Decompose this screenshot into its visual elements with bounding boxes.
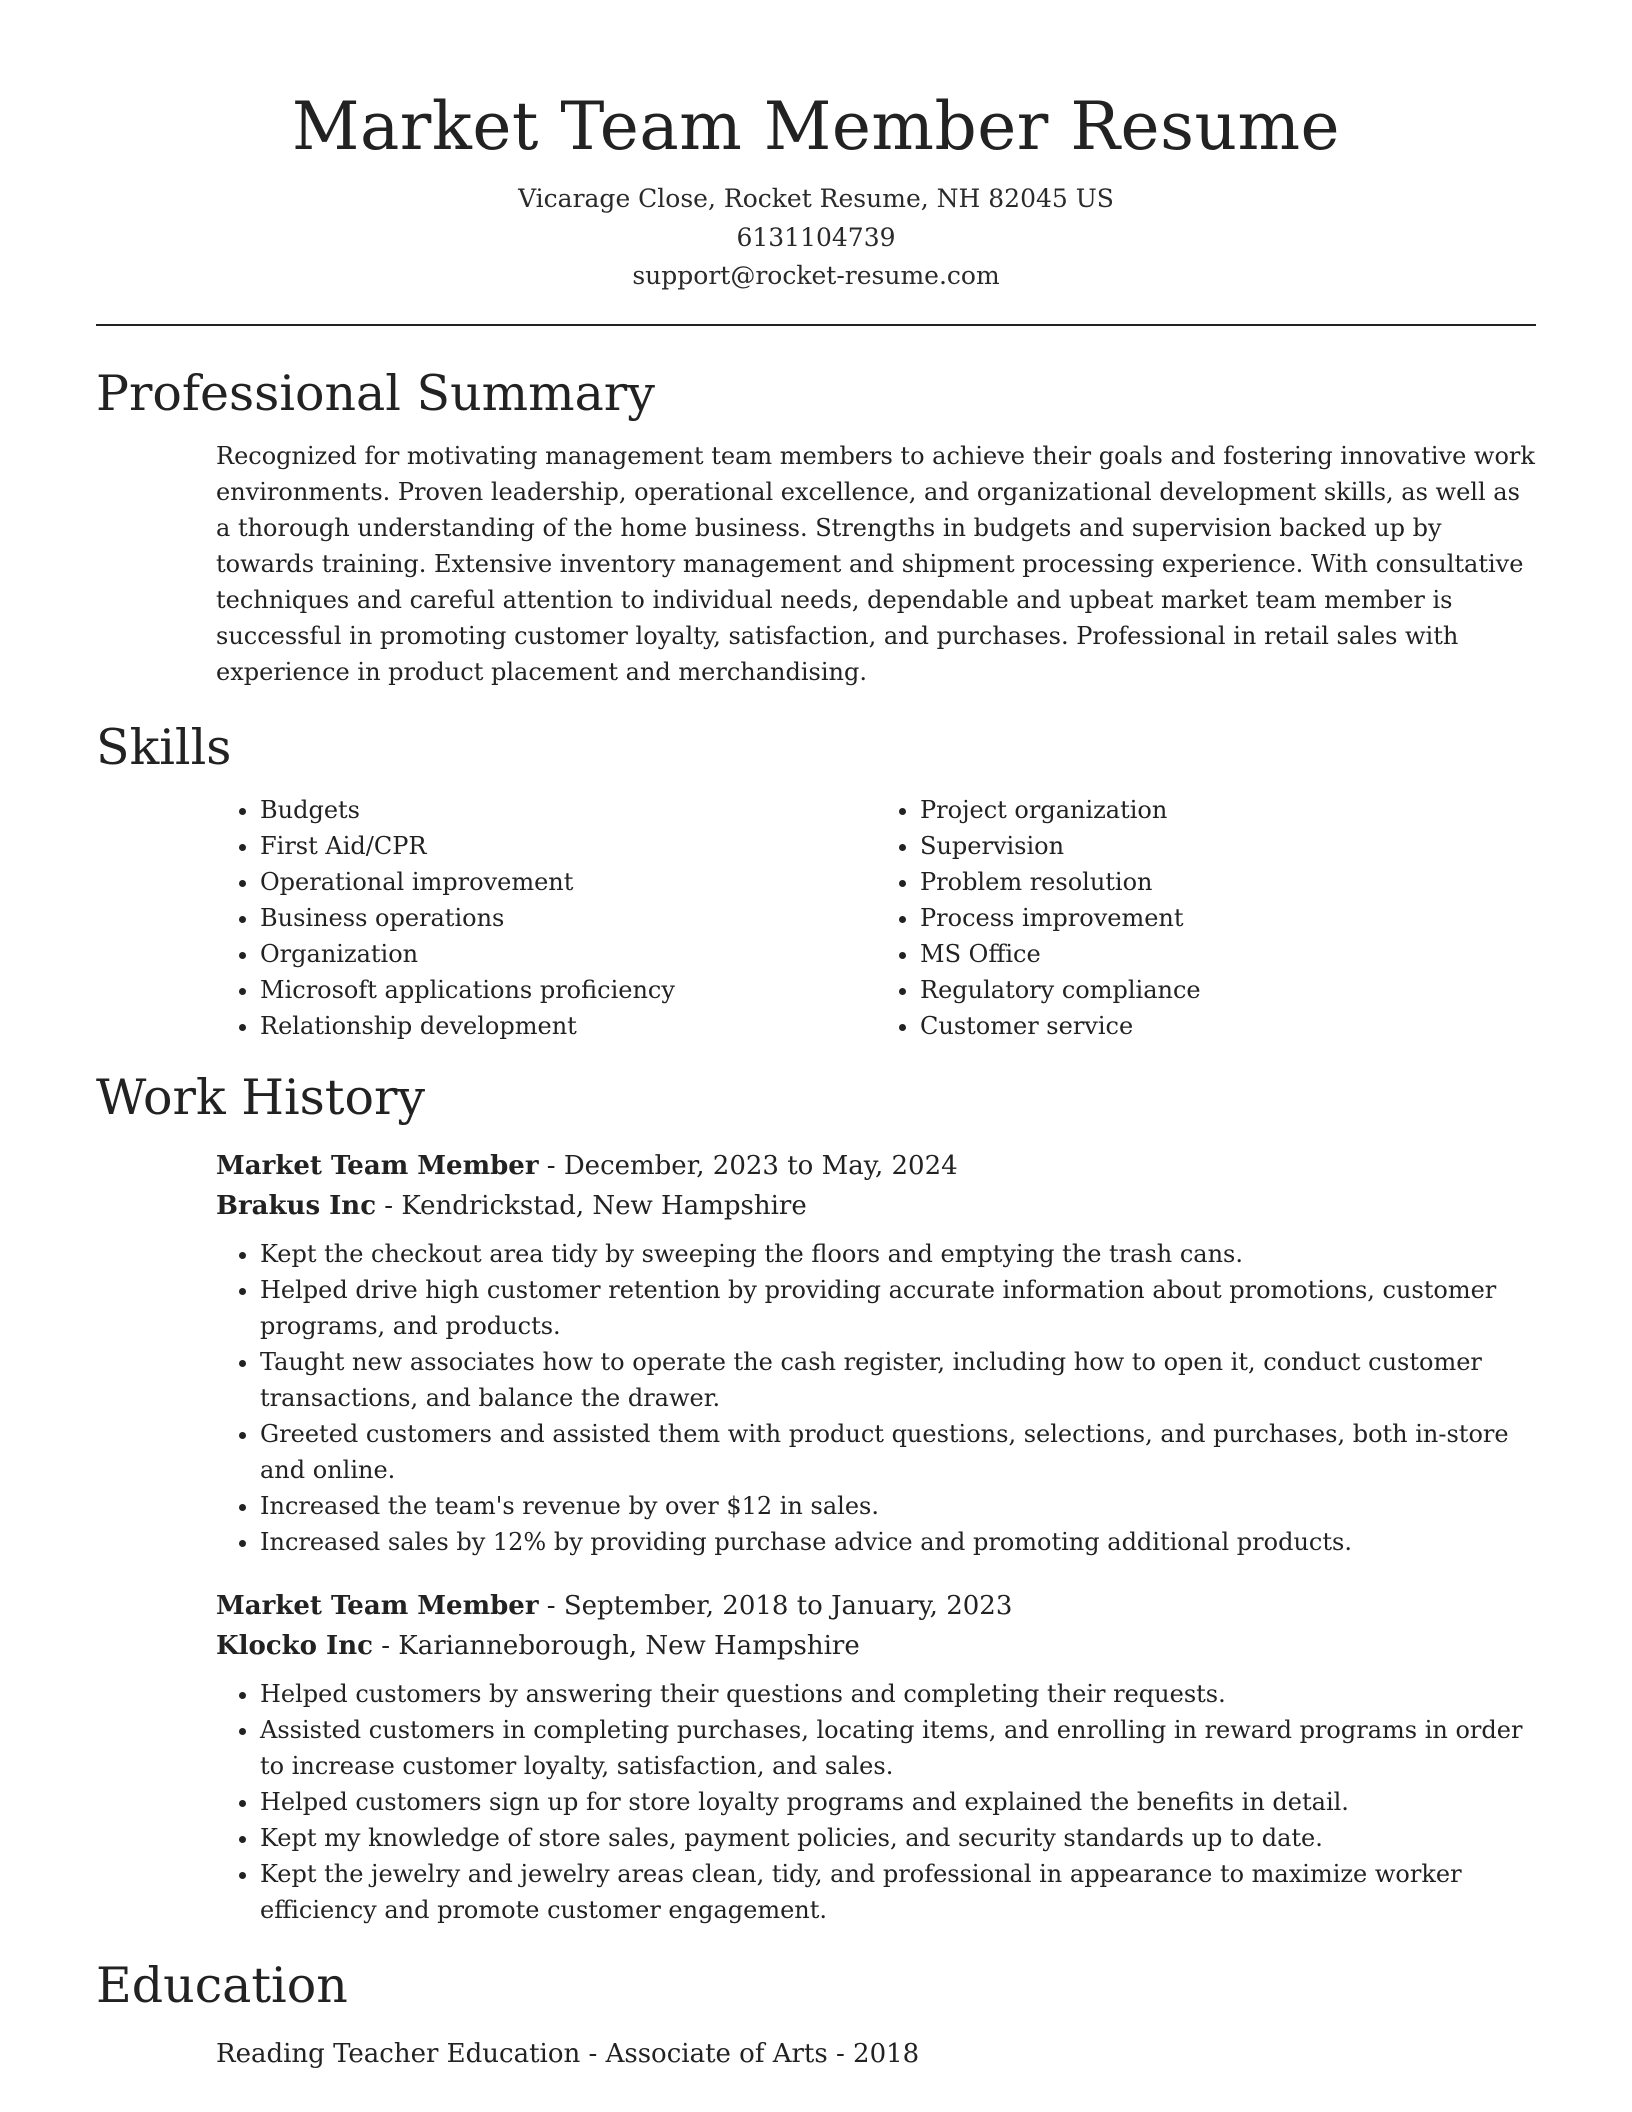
job-dates: - December, 2023 to May, 2024 [538, 1150, 958, 1181]
job-bullet: • Kept my knowledge of store sales, payment policies, and security standards up to date. [260, 1820, 1536, 1856]
resume-page [96, 0, 1536, 2074]
job-title-line [216, 1146, 1536, 1186]
contact-email: support@rocket-resume.com [632, 261, 1000, 290]
job-entry [96, 1586, 1536, 1928]
contact-phone: 6131104739 [736, 222, 896, 252]
skill-item: • Process improvement [920, 900, 1536, 936]
skills-column-left [216, 792, 876, 1044]
job-bullets [216, 1236, 1536, 1560]
job-bullet: • Increased sales by 12% by providing purchase advice and promoting additional products. [260, 1524, 1536, 1560]
job-bullet: • Helped customers by answering their questions and completing their requests. [260, 1676, 1536, 1712]
job-bullet: • Helped drive high customer retention by providing accurate information about promotions, customer programs, and products. [260, 1272, 1536, 1344]
section-title-summary: Professional Summary [96, 364, 655, 422]
job-location: - Kendrickstad, New Hampshire [376, 1190, 807, 1221]
job-location: - Karianneborough, New Hampshire [372, 1630, 860, 1661]
job-bullet: • Kept the checkout area tidy by sweeping the floors and emptying the trash cans. [260, 1236, 1536, 1272]
skill-item: • Supervision [920, 828, 1536, 864]
resume-name: Market Team Member Resume [291, 88, 1341, 165]
skill-item: • Business operations [260, 900, 876, 936]
job-company-line [216, 1186, 1536, 1226]
job-bullet: • Assisted customers in completing purchases, locating items, and enrolling in reward programs in order to increase customer loyalty, satisfaction, and sales. [260, 1712, 1536, 1784]
job-role: Market Team Member [216, 1590, 539, 1621]
job-bullet: • Kept the jewelry and jewelry areas clean, tidy, and professional in appearance to maximize worker efficiency and promote customer engagement. [260, 1856, 1536, 1928]
skill-item: • Problem resolution [920, 864, 1536, 900]
job-bullet: • Taught new associates how to operate the cash register, including how to open it, conduct customer transactions, and balance the drawer. [260, 1344, 1536, 1416]
contact-block [96, 180, 1536, 296]
job-company: Klocko Inc [216, 1630, 373, 1661]
skill-item: • Project organization [920, 792, 1536, 828]
job-bullet: • Helped customers sign up for store loyalty programs and explained the benefits in detail. [260, 1784, 1536, 1820]
skills-column-right [876, 792, 1536, 1044]
skills-grid [96, 792, 1536, 1044]
skill-item: • Organization [260, 936, 876, 972]
skill-item: • Relationship development [260, 1008, 876, 1044]
skill-item: • Regulatory compliance [920, 972, 1536, 1008]
section-title-education: Education [96, 1956, 348, 2014]
header-divider [96, 324, 1536, 326]
job-dates: - September, 2018 to January, 2023 [538, 1590, 1013, 1621]
job-company: Brakus Inc [216, 1190, 377, 1221]
job-bullet: • Increased the team's revenue by over $12 in sales. [260, 1488, 1536, 1524]
job-title-line [216, 1586, 1536, 1626]
summary-text: Recognized for motivating management team members to achieve their goals and fostering innovative work environments. Proven leadership, operational excellence, and organizational development skills, as well as a thorough understanding of the home business. Strengths in budgets and supervision backed up by towards training. Extensive inventory management and shipment processing experience. With consultative techniques and careful attention to individual needs, dependable and upbeat market team member is successful in promoting customer loyalty, satisfaction, and purchases. Professional in retail sales with experience in product placement and merchandising. [216, 441, 1535, 686]
skill-item: • Operational improvement [260, 864, 876, 900]
job-bullets [216, 1676, 1536, 1928]
skill-item: • Microsoft applications proficiency [260, 972, 876, 1008]
section-title-skills: Skills [96, 718, 232, 776]
job-entry [96, 1146, 1536, 1560]
skill-item: • First Aid/CPR [260, 828, 876, 864]
skill-item: • Customer service [920, 1008, 1536, 1044]
section-title-work-history: Work History [96, 1068, 426, 1126]
job-bullet: • Greeted customers and assisted them with product questions, selections, and purchases, both in-store and online. [260, 1416, 1536, 1488]
skill-item: • MS Office [920, 936, 1536, 972]
contact-address: Vicarage Close, Rocket Resume, NH 82045 US [518, 184, 1114, 213]
skill-item: • Budgets [260, 792, 876, 828]
job-company-line [216, 1626, 1536, 1666]
education-entry: Reading Teacher Education - Associate of Arts - 2018 [216, 2038, 920, 2069]
job-role: Market Team Member [216, 1150, 539, 1181]
